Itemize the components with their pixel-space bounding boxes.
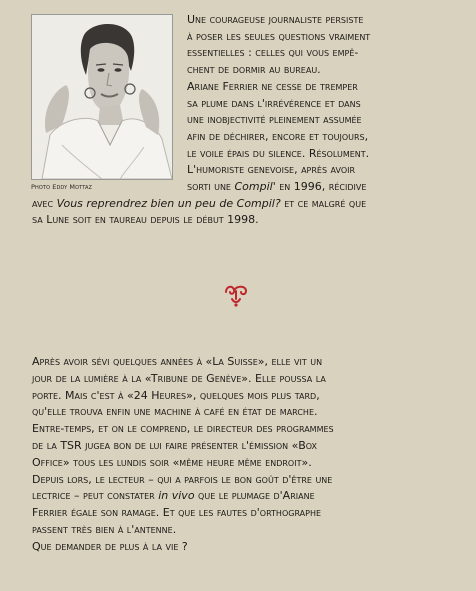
intro-line: L'humoriste genevoise, après avoir: [187, 163, 356, 177]
bio-paragraph: [32, 354, 472, 556]
intro-line: sa Lune soit en taureau depuis le début 1998.: [32, 213, 259, 227]
bio-line: Après avoir sévi quelques années à «La Suisse», elle vit un: [32, 355, 323, 368]
intro-line: [187, 179, 469, 196]
author-portrait-image: [32, 15, 172, 179]
intro-text: en 1996, récidive: [275, 180, 367, 194]
intro-line: chent de dormir au bureau.: [187, 63, 321, 77]
bio-line: jour de la lumière à la «Tribune de Genève». Elle poussa la: [32, 371, 326, 385]
bio-line: [32, 488, 472, 505]
author-photo: [31, 14, 173, 180]
compil-title: Compil': [234, 180, 276, 194]
bio-line: Ferrier égale son ramage. Et que les fautes d'orthographe: [32, 506, 322, 520]
intro-line: [32, 196, 476, 213]
bio-line: Que demander de plus à la vie ?: [32, 539, 188, 553]
intro-line: une inobjectivité pleinement assumée: [187, 113, 362, 127]
bio-text: lectrice – peut constater: [32, 489, 159, 503]
intro-text: sorti une: [187, 180, 235, 194]
bio-line: de la TSR jugea bon de lui faire présenter l'émission «Box: [32, 438, 318, 452]
intro-line: afin de déchirer, encore et toujours,: [187, 129, 369, 143]
bio-text: que le plumage d'Ariane: [194, 489, 315, 503]
intro-text: et ce malgré que: [280, 196, 367, 210]
intro-line: le voile épais du silence. Résolument.: [187, 146, 370, 160]
red-swirl-ornament-icon: [222, 283, 250, 309]
bio-line: qu'elle trouva enfin une machine à café en état de marche.: [32, 405, 318, 419]
photo-credit: Photo Eddy Mottaz: [31, 183, 93, 191]
intro-line: à poser les seules questions vraiment: [187, 29, 371, 43]
bio-line: Office» tous les lundis soir «même heure même endroit».: [32, 455, 312, 469]
bio-line: Depuis lors, le lecteur – qui a parfois le bon goût d'être une: [32, 472, 333, 486]
book-title: Vous reprendrez bien un peu de Compil?: [56, 196, 281, 210]
bio-line: passent très bien à l'antenne.: [32, 522, 177, 536]
intro-line: Ariane Ferrier ne cesse de tremper: [187, 79, 358, 93]
intro-text: avec: [32, 196, 57, 210]
bio-line: porte. Mais c'est à «24 Heures», quelques mois plus tard,: [32, 388, 320, 402]
intro-line: Une courageuse journaliste persiste: [187, 13, 364, 26]
intro-line: essentielles : celles qui vous empê-: [187, 46, 359, 60]
intro-line: sa plume dans l'irrévérence et dans: [187, 96, 361, 110]
in-vivo-text: in vivo: [158, 489, 195, 503]
bio-line: Entre-temps, et on le comprend, le directeur des programmes: [32, 422, 334, 436]
